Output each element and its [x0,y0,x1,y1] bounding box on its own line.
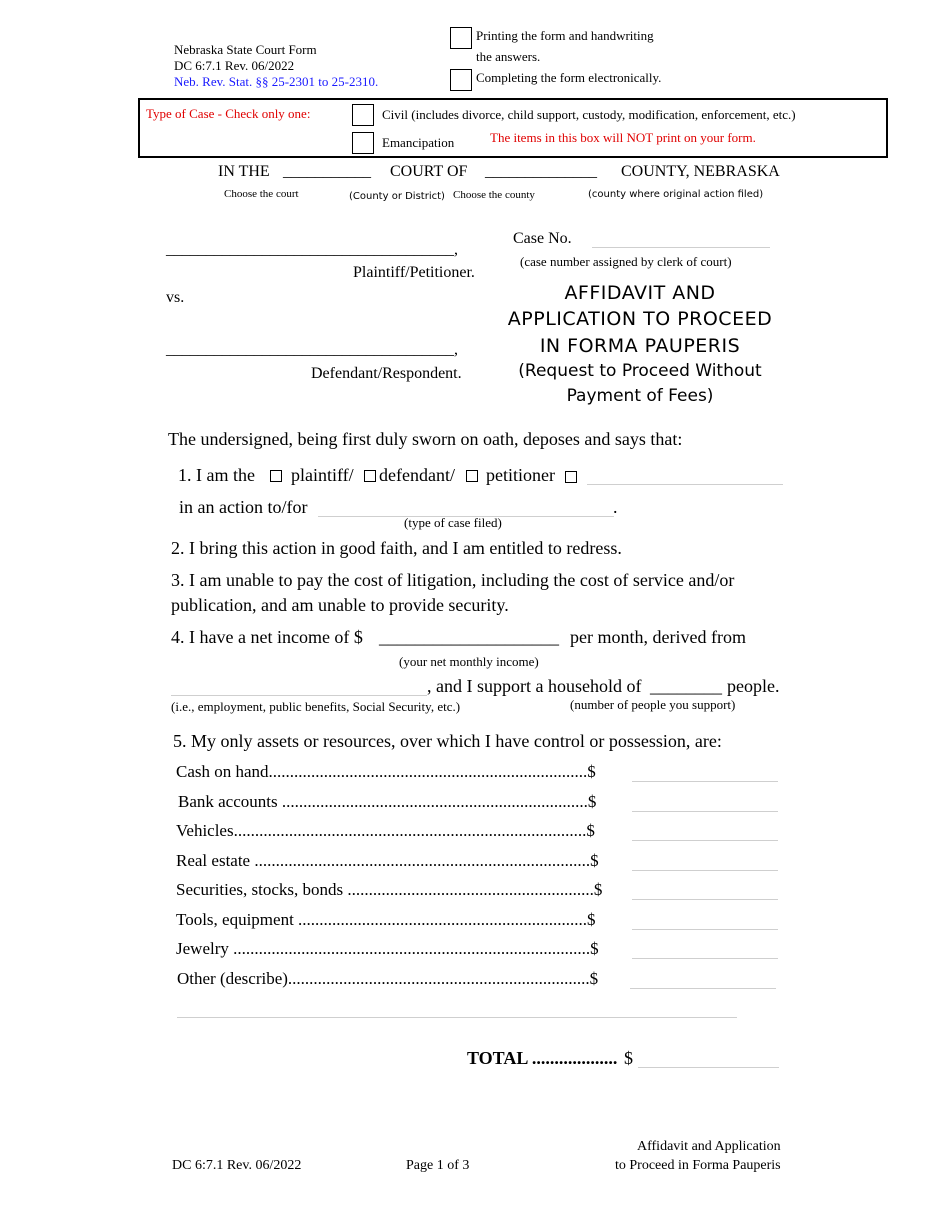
household-size-field[interactable]: ________ [650,676,722,696]
other-party-field[interactable] [587,466,783,485]
plaintiff-checkbox[interactable] [270,470,282,482]
civil-checkbox[interactable] [352,104,374,126]
asset-amount-field[interactable] [632,852,778,871]
asset-row-label: Real estate ...............................................................................$ [176,851,599,870]
print-option-label-2: the answers. [476,49,541,64]
county-blank[interactable]: ______________ [485,163,597,180]
asset-row-label: Jewelry ....................................................................................$ [176,939,599,958]
case-type-label: Type of Case - Check only one: [146,106,311,121]
form-id: DC 6:7.1 Rev. 06/2022 [174,58,295,73]
defendant-option-label: defendant/ [379,465,455,485]
footer-title-2: to Proceed in Forma Pauperis [615,1158,781,1173]
footer-title-1: Affidavit and Application [637,1139,781,1154]
total-dollar-sign: $ [624,1048,633,1068]
asset-row-label: Securities, stocks, bonds ..........................................................$ [176,880,603,899]
plaintiff-option-label: plaintiff/ [291,465,354,485]
item4-text-1: 4. I have a net income of $ [171,627,363,647]
footer-page-number: Page 1 of 3 [406,1158,470,1173]
petitioner-option-label: petitioner [486,465,555,485]
asset-amount-field[interactable] [632,940,778,959]
item5-text: 5. My only assets or resources, over which I have control or possession, are: [173,731,722,751]
title-line-1: AFFIDAVIT AND [564,282,716,304]
defendant-name-line[interactable]: ____________________________________, [166,341,458,358]
county-district-hint: (County or District) [349,191,445,202]
electronic-option-label: Completing the form electronically. [476,70,662,85]
intro-text: The undersigned, being first duly sworn on oath, deposes and says that: [168,429,683,449]
choose-county-hint: Choose the county [453,189,535,201]
total-label: TOTAL ................... [467,1048,618,1068]
asset-amount-field[interactable] [632,763,778,782]
case-no-label: Case No. [513,230,572,247]
statute-reference: Neb. Rev. Stat. §§ 25-2301 to 25-2310. [174,74,379,89]
item3-text-1: 3. I am unable to pay the cost of litigation, including the cost of service and/or [171,570,735,590]
original-county-hint: (county where original action filed) [588,189,764,200]
title-line-3: IN FORMA PAUPERIS [539,335,741,357]
court-of-text: COURT OF [390,163,468,180]
footer-form-id: DC 6:7.1 Rev. 06/2022 [172,1158,302,1173]
asset-amount-field[interactable] [630,970,776,989]
action-for-text: in an action to/for [179,497,308,517]
item1-text: 1. I am the [178,465,255,485]
income-source-field[interactable] [171,677,427,696]
item4-text-4: people. [727,676,780,696]
asset-amount-field[interactable] [632,911,778,930]
item2-text: 2. I bring this action in good faith, and I am entitled to redress. [171,538,622,558]
print-option-checkbox[interactable] [450,27,472,49]
print-option-label: Printing the form and handwriting [476,28,654,43]
total-amount-field[interactable] [638,1049,779,1068]
electronic-option-checkbox[interactable] [450,69,472,91]
asset-row-label: Bank accounts ........................................................................$ [178,792,597,811]
item4-text-2: per month, derived from [570,627,746,647]
item4-text-3: , and I support a household of [427,676,642,696]
other-assets-description-field[interactable] [177,999,737,1018]
asset-row-label: Vehicles...................................................................................$ [176,821,595,840]
choose-court-hint: Choose the court [224,188,299,200]
net-income-field[interactable]: ____________________ [379,627,559,647]
action-period: . [613,497,618,517]
vs-text: vs. [166,289,185,306]
defendant-label: Defendant/Respondent. [311,365,462,382]
case-type-hint: (type of case filed) [404,515,502,530]
case-number-field[interactable] [592,229,770,248]
court-blank[interactable]: ___________ [283,163,371,180]
form-name: Nebraska State Court Form [174,42,317,57]
asset-amount-field[interactable] [632,881,778,900]
asset-amount-field[interactable] [632,793,778,812]
in-the-text: IN THE [218,163,270,180]
no-print-note: The items in this box will NOT print on your form. [490,130,756,145]
subtitle-line-2: Payment of Fees) [566,386,714,406]
title-line-2: APPLICATION TO PROCEED [507,308,773,330]
other-party-checkbox[interactable] [565,471,577,483]
petitioner-checkbox[interactable] [466,470,478,482]
asset-row-label: Tools, equipment ....................................................................$ [176,910,596,929]
household-size-hint: (number of people you support) [570,697,736,712]
emancipation-label: Emancipation [382,135,455,150]
plaintiff-label: Plaintiff/Petitioner. [353,264,475,281]
asset-amount-field[interactable] [632,822,778,841]
item3-text-2: publication, and am unable to provide security. [171,595,509,615]
asset-row-label: Other (describe).......................................................................$ [177,969,599,988]
emancipation-checkbox[interactable] [352,132,374,154]
asset-row-label: Cash on hand...........................................................................$ [176,762,596,781]
subtitle-line-1: (Request to Proceed Without [518,361,762,381]
net-income-hint: (your net monthly income) [399,654,539,669]
case-no-hint: (case number assigned by clerk of court) [520,254,732,269]
civil-label: Civil (includes divorce, child support, custody, modification, enforcement, etc.) [382,107,796,122]
defendant-checkbox[interactable] [364,470,376,482]
income-source-hint: (i.e., employment, public benefits, Social Security, etc.) [171,699,461,714]
plaintiff-name-line[interactable]: ____________________________________, [166,241,458,258]
county-nebraska-text: COUNTY, NEBRASKA [621,163,780,180]
